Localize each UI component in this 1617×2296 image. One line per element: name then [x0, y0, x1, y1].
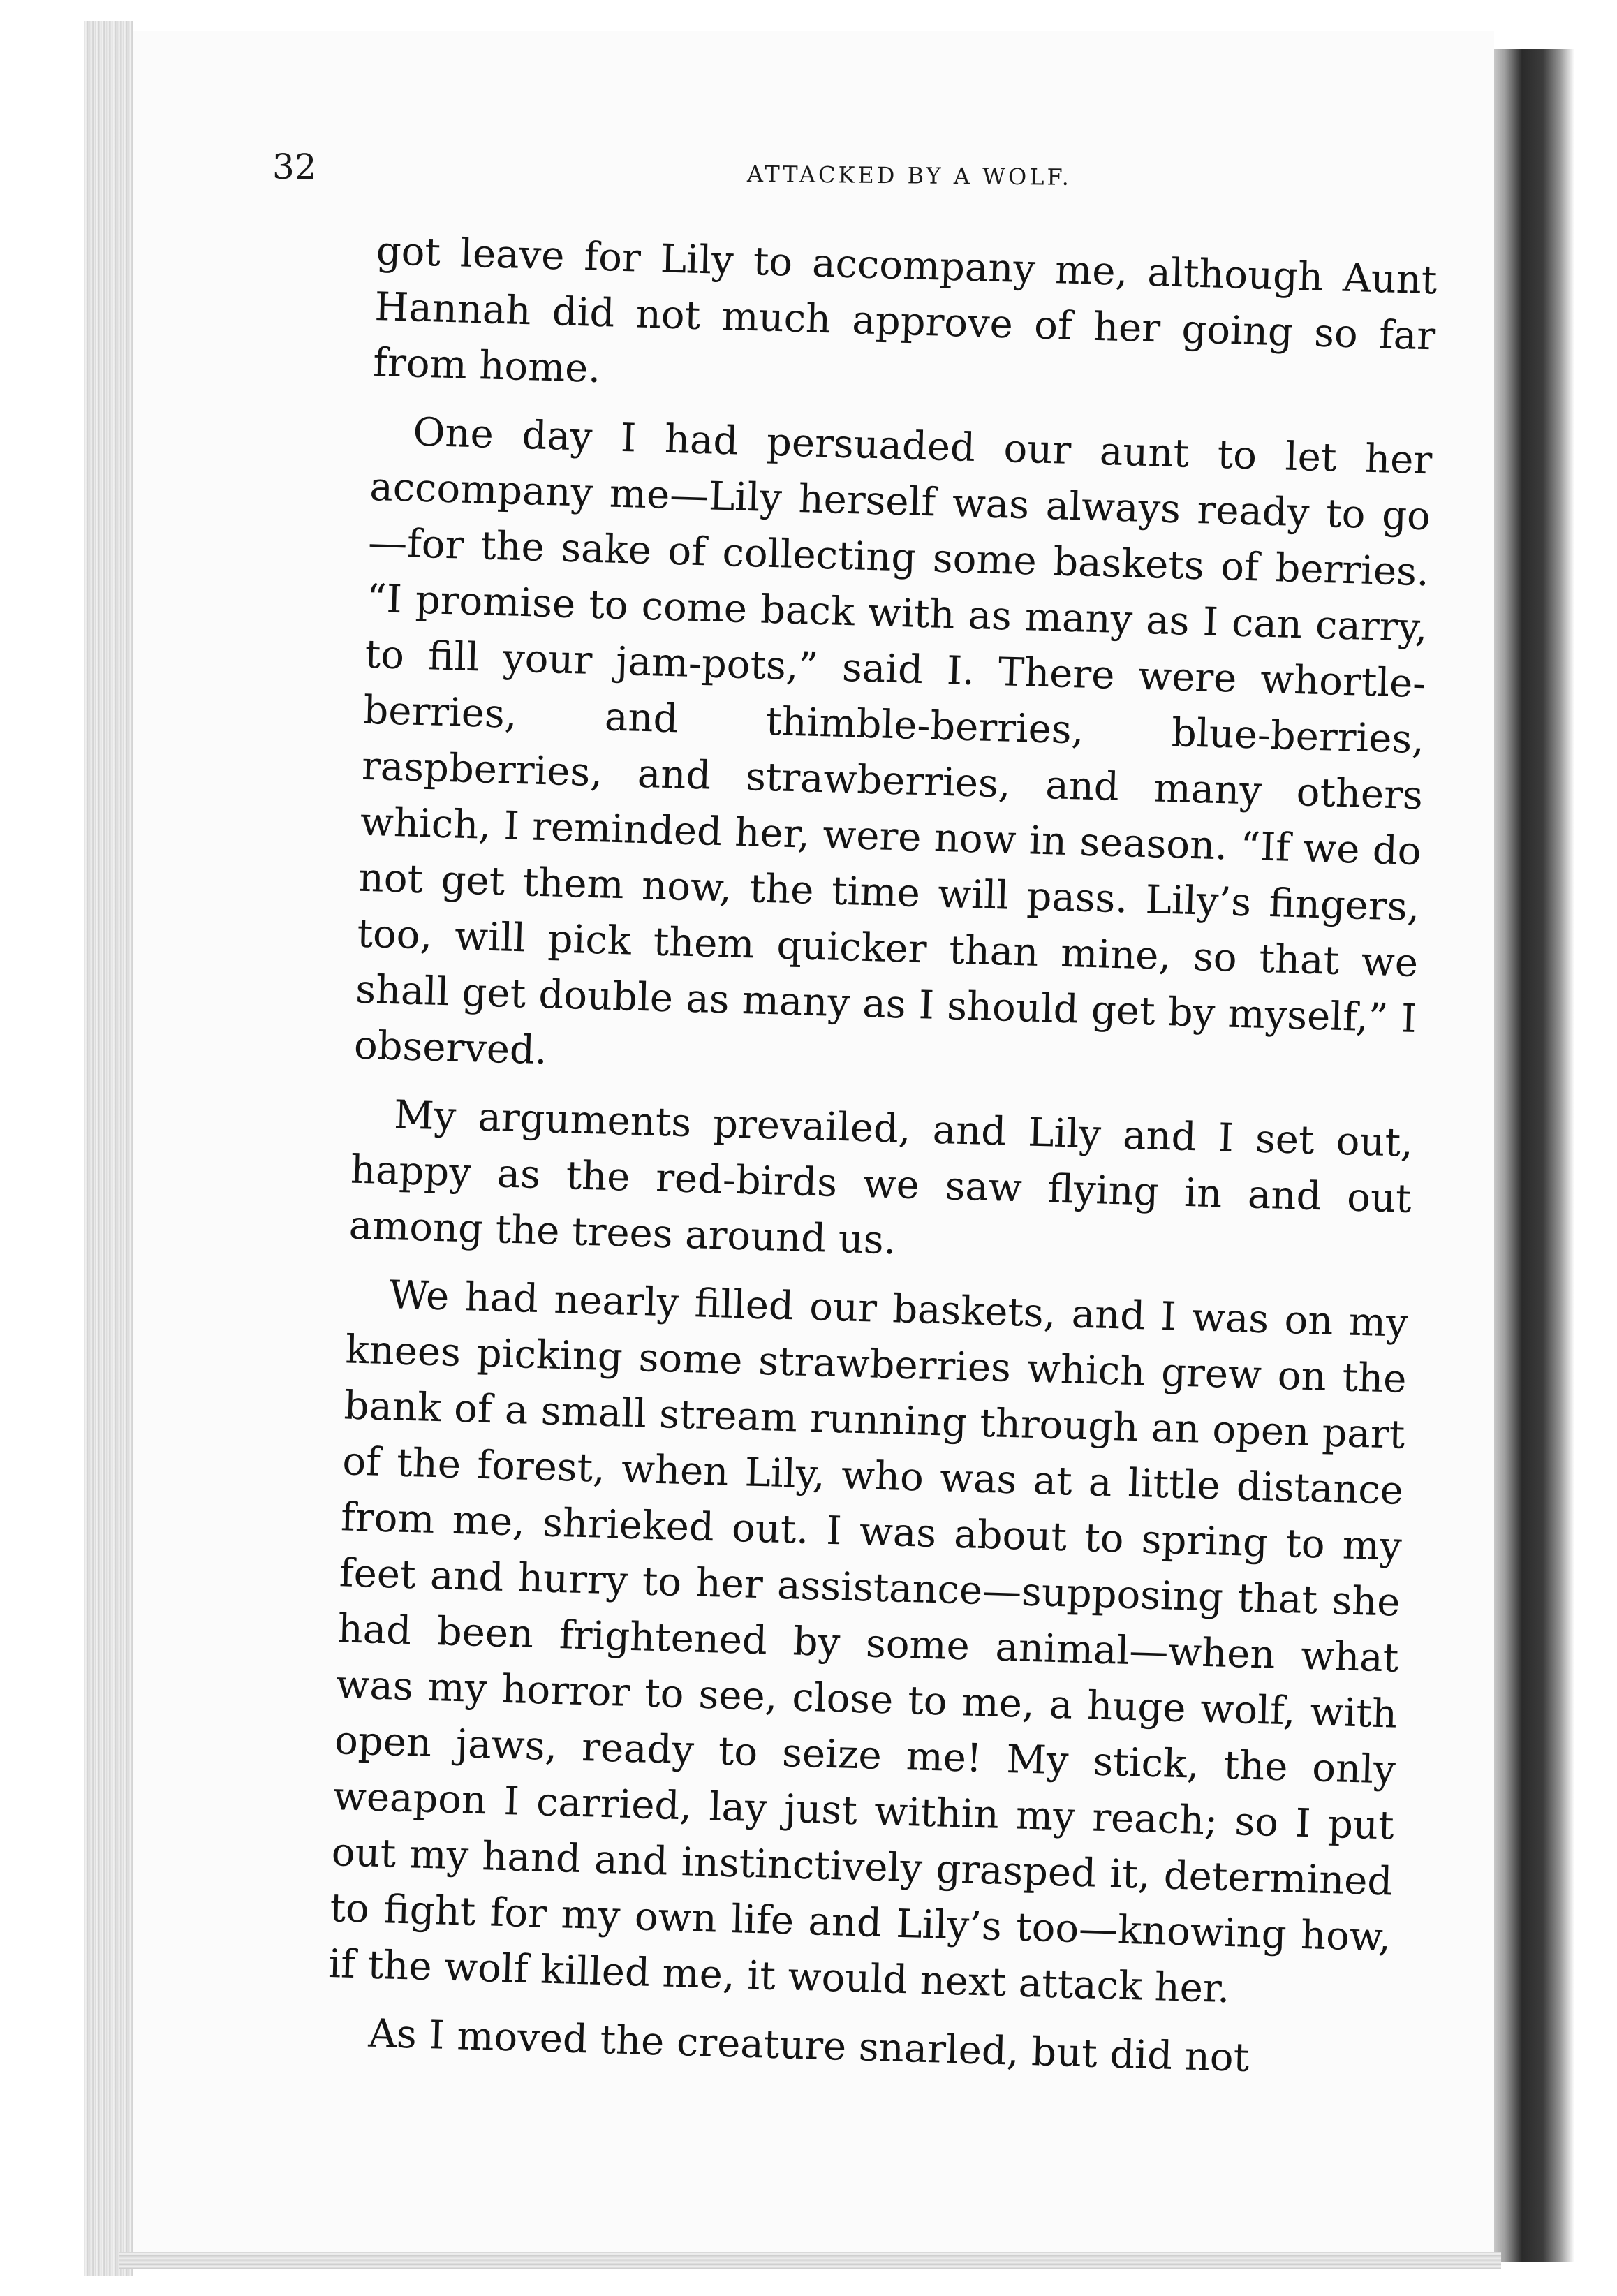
bottom-page-edge — [119, 2252, 1501, 2269]
paragraph-1: got leave for Lily to accompany me, although Aunt Hannah did not much approve of her going so far from home. — [372, 228, 1438, 392]
running-head: ATTACKED BY A WOLF. — [746, 161, 1072, 191]
paragraph-5: As I moved the creature snarled, but did not — [367, 2010, 1250, 2081]
page-number: 32 — [272, 147, 317, 187]
page-edges — [84, 21, 133, 2276]
paragraph-2: One day I had persuaded our aunt to let her accompany me—Lily herself was always ready to go —for the sake of collecting some baskets of berries. “I promise to come back with as many as I can carry, to fill your jam-pots,” said I. There were whortle-berries, and thimble-berries, blue-berries, raspberries, and strawberries, and many others which, I reminded her, were now in season. “If we do not get them now, the time will pass. Lily’s fingers, too, will pick them quicker than mine, so that we shall get double as many as I should get by myself,” I observed. — [353, 409, 1433, 1074]
binding-shadow — [1484, 49, 1574, 2262]
page-header — [272, 133, 1180, 196]
paragraph-4: We had nearly filled our baskets, and I was on my knees picking some strawberries which grew on the bank of a small stream running through an open part of the forest, when Lily, who was at a little distance from me, shrieked out. I was about to spring to my feet and hurry to her assistance—supposing that she had been frightened by some animal—when what was my horror to see, close to me, a huge wolf, with open jaws, ready to seize me! My stick, the only weapon I carried, lay just within my reach; so I put out my hand and instinctively grasped it, determined to fight for my own life and Lily’s too—knowing how, if the wolf killed me, it would next attack her. — [327, 1272, 1409, 2012]
body-text — [325, 223, 1438, 2103]
paragraph-3: My arguments prevailed, and Lily and I set out, happy as the red-birds we saw flying in and out among the trees around us. — [348, 1092, 1414, 1264]
